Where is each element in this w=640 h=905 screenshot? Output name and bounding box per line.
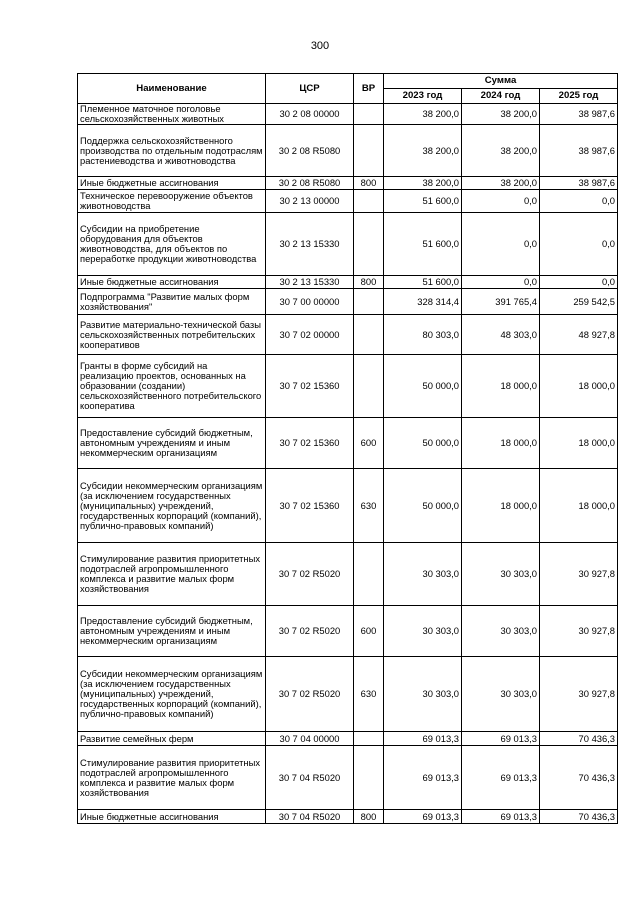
row-2025: 30 927,8 <box>540 606 618 657</box>
header-2023: 2023 год <box>384 89 462 104</box>
row-2024: 0,0 <box>462 213 540 276</box>
row-2024: 391 765,4 <box>462 289 540 315</box>
table-row <box>78 177 618 190</box>
row-2023: 69 013,3 <box>384 732 462 746</box>
table-row <box>78 543 618 606</box>
row-csr: 30 2 08 R5080 <box>266 177 354 190</box>
row-vr: 630 <box>354 469 384 543</box>
row-name: Иные бюджетные ассигнования <box>78 810 266 824</box>
row-vr <box>354 355 384 418</box>
row-name: Развитие семейных ферм <box>78 732 266 746</box>
row-2023: 30 303,0 <box>384 543 462 606</box>
budget-table <box>77 73 618 824</box>
row-name: Подпрограмма "Развитие малых форм хозяйствования" <box>78 289 266 315</box>
header-2025: 2025 год <box>540 89 618 104</box>
row-2023: 328 314,4 <box>384 289 462 315</box>
row-2024: 18 000,0 <box>462 418 540 469</box>
row-2024: 30 303,0 <box>462 657 540 732</box>
row-2025: 48 927,8 <box>540 315 618 355</box>
row-vr: 800 <box>354 177 384 190</box>
row-2025: 30 927,8 <box>540 543 618 606</box>
row-csr: 30 7 02 15360 <box>266 355 354 418</box>
table-row <box>78 657 618 732</box>
row-2023: 30 303,0 <box>384 606 462 657</box>
table-row <box>78 469 618 543</box>
table-row <box>78 213 618 276</box>
row-vr <box>354 104 384 125</box>
row-vr: 600 <box>354 418 384 469</box>
row-name: Предоставление субсидий бюджетным, автономным учреждениям и иным некоммерческим организациям <box>78 606 266 657</box>
table-row <box>78 355 618 418</box>
row-name: Развитие материально-технической базы сельскохозяйственных потребительских кооперативов <box>78 315 266 355</box>
row-name: Племенное маточное поголовье сельскохозяйственных животных <box>78 104 266 125</box>
row-vr <box>354 746 384 810</box>
header-sum: Сумма <box>384 74 618 89</box>
row-vr <box>354 315 384 355</box>
row-vr: 800 <box>354 276 384 289</box>
table-row <box>78 190 618 213</box>
row-2025: 38 987,6 <box>540 177 618 190</box>
row-2024: 69 013,3 <box>462 732 540 746</box>
row-2025: 0,0 <box>540 190 618 213</box>
row-csr: 30 2 13 15330 <box>266 276 354 289</box>
row-2024: 69 013,3 <box>462 746 540 810</box>
table-row <box>78 746 618 810</box>
row-vr: 600 <box>354 606 384 657</box>
row-2024: 38 200,0 <box>462 177 540 190</box>
row-vr <box>354 125 384 177</box>
table-row <box>78 104 618 125</box>
row-2024: 38 200,0 <box>462 125 540 177</box>
row-name: Субсидии на приобретение оборудования для объектов животноводства, для объектов по переработке продукции животноводства <box>78 213 266 276</box>
header-csr: ЦСР <box>266 74 354 104</box>
row-vr: 630 <box>354 657 384 732</box>
row-2025: 18 000,0 <box>540 469 618 543</box>
row-2023: 38 200,0 <box>384 104 462 125</box>
row-csr: 30 7 02 00000 <box>266 315 354 355</box>
row-csr: 30 7 02 R5020 <box>266 657 354 732</box>
row-vr: 800 <box>354 810 384 824</box>
row-name: Поддержка сельскохозяйственного производства по отдельным подотраслям растениеводства и животноводства <box>78 125 266 177</box>
row-name: Субсидии некоммерческим организациям (за исключением государственных (муниципальных) учреждений, государственных корпораций (компаний), публично-правовых компаний) <box>78 657 266 732</box>
row-2025: 18 000,0 <box>540 418 618 469</box>
row-csr: 30 7 04 R5020 <box>266 746 354 810</box>
row-2025: 70 436,3 <box>540 746 618 810</box>
row-csr: 30 2 13 00000 <box>266 190 354 213</box>
row-2023: 69 013,3 <box>384 746 462 810</box>
row-2023: 38 200,0 <box>384 125 462 177</box>
row-csr: 30 7 04 00000 <box>266 732 354 746</box>
row-2025: 30 927,8 <box>540 657 618 732</box>
row-csr: 30 7 00 00000 <box>266 289 354 315</box>
row-2025: 38 987,6 <box>540 104 618 125</box>
row-csr: 30 7 02 R5020 <box>266 606 354 657</box>
row-2024: 38 200,0 <box>462 104 540 125</box>
row-2024: 30 303,0 <box>462 543 540 606</box>
row-2023: 38 200,0 <box>384 177 462 190</box>
row-name: Гранты в форме субсидий на реализацию проектов, основанных на образовании (создании) сельскохозяйственного потребительского кооператива <box>78 355 266 418</box>
row-2023: 80 303,0 <box>384 315 462 355</box>
row-name: Предоставление субсидий бюджетным, автономным учреждениям и иным некоммерческим организациям <box>78 418 266 469</box>
row-name: Иные бюджетные ассигнования <box>78 276 266 289</box>
row-2025: 259 542,5 <box>540 289 618 315</box>
row-2024: 0,0 <box>462 276 540 289</box>
row-2024: 30 303,0 <box>462 606 540 657</box>
row-2023: 50 000,0 <box>384 355 462 418</box>
row-2024: 18 000,0 <box>462 469 540 543</box>
row-vr <box>354 543 384 606</box>
row-vr <box>354 732 384 746</box>
table-row <box>78 418 618 469</box>
table-row <box>78 276 618 289</box>
row-2023: 51 600,0 <box>384 213 462 276</box>
header-vr: ВР <box>354 74 384 104</box>
row-2023: 30 303,0 <box>384 657 462 732</box>
row-name: Техническое перевооружение объектов животноводства <box>78 190 266 213</box>
row-2023: 50 000,0 <box>384 418 462 469</box>
row-2024: 69 013,3 <box>462 810 540 824</box>
row-2023: 50 000,0 <box>384 469 462 543</box>
row-name: Стимулирование развития приоритетных подотраслей агропромышленного комплекса и развитие малых форм хозяйствования <box>78 543 266 606</box>
row-2024: 0,0 <box>462 190 540 213</box>
row-csr: 30 7 02 R5020 <box>266 543 354 606</box>
row-2023: 69 013,3 <box>384 810 462 824</box>
table-row <box>78 289 618 315</box>
row-name: Иные бюджетные ассигнования <box>78 177 266 190</box>
row-2023: 51 600,0 <box>384 190 462 213</box>
header-2024: 2024 год <box>462 89 540 104</box>
row-csr: 30 7 02 15360 <box>266 469 354 543</box>
table-row <box>78 606 618 657</box>
row-vr <box>354 213 384 276</box>
row-2025: 70 436,3 <box>540 732 618 746</box>
row-name: Стимулирование развития приоритетных подотраслей агропромышленного комплекса и развитие малых форм хозяйствования <box>78 746 266 810</box>
row-2025: 70 436,3 <box>540 810 618 824</box>
row-2025: 38 987,6 <box>540 125 618 177</box>
header-name: Наименование <box>78 74 266 104</box>
table-row <box>78 732 618 746</box>
row-2025: 0,0 <box>540 276 618 289</box>
row-csr: 30 7 02 15360 <box>266 418 354 469</box>
page-number: 300 <box>310 40 330 52</box>
row-2023: 51 600,0 <box>384 276 462 289</box>
row-name: Субсидии некоммерческим организациям (за исключением государственных (муниципальных) учреждений, государственных корпораций (компаний), публично-правовых компаний) <box>78 469 266 543</box>
row-2025: 18 000,0 <box>540 355 618 418</box>
row-csr: 30 2 13 15330 <box>266 213 354 276</box>
row-csr: 30 2 08 00000 <box>266 104 354 125</box>
table-row <box>78 810 618 824</box>
row-2025: 0,0 <box>540 213 618 276</box>
row-csr: 30 2 08 R5080 <box>266 125 354 177</box>
row-csr: 30 7 04 R5020 <box>266 810 354 824</box>
table-row <box>78 315 618 355</box>
row-2024: 48 303,0 <box>462 315 540 355</box>
row-2024: 18 000,0 <box>462 355 540 418</box>
table-row <box>78 125 618 177</box>
row-vr <box>354 289 384 315</box>
row-vr <box>354 190 384 213</box>
